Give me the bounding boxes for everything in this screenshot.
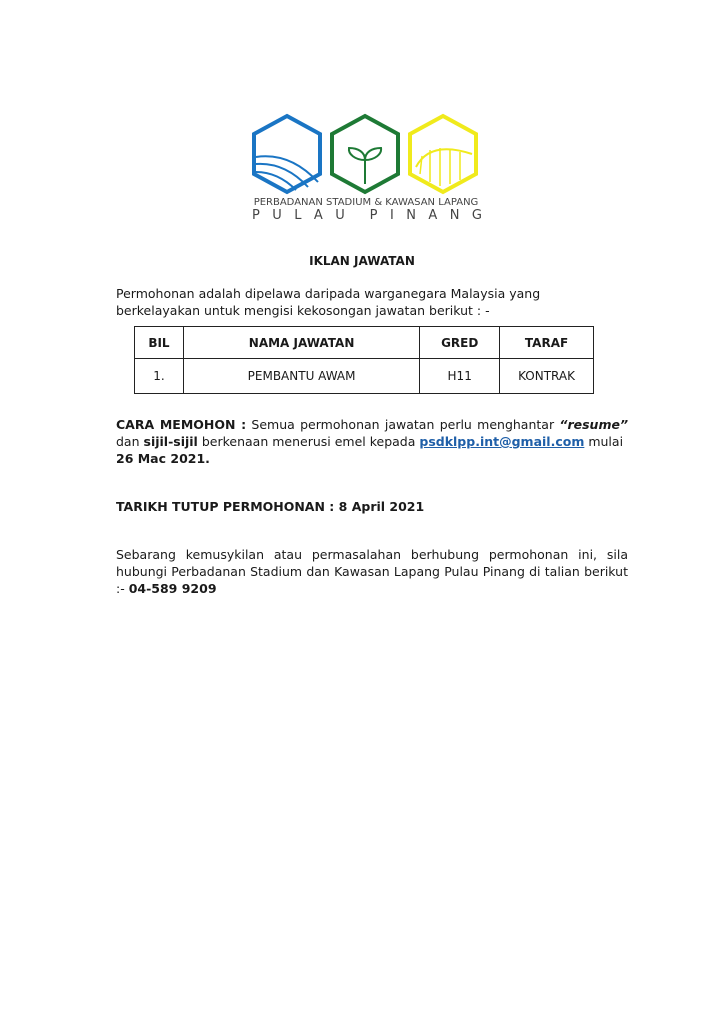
page-title: IKLAN JAWATAN [309, 254, 415, 268]
logo-letter: N [449, 208, 460, 223]
text: berkenaan menerusi emel kepada [197, 434, 420, 449]
enquiry-paragraph [116, 546, 628, 597]
text: Sebarang kemusykilan atau permasalahan berhubung permohonan ini, sila hubungi Perbadanan Stadium dan Kawasan Lapang Pulau Pinang di talian berikut :- [116, 547, 628, 596]
logo-letter: U [335, 208, 345, 223]
table-row [135, 359, 594, 394]
logo-letter: L [294, 208, 302, 223]
header-nama-jawatan: NAMA JAWATAN [183, 327, 419, 359]
stadium-field-icon [254, 116, 320, 192]
intro-paragraph: Permohonan adalah dipelawa daripada warganegara Malaysia yang berkelayakan untuk mengisi kekosongan jawatan berikut : - [116, 286, 541, 318]
email-link[interactable]: psdklpp.int@gmail.com [419, 434, 585, 449]
resume-emphasis: “resume” [559, 417, 628, 432]
stadium-roof-icon [410, 116, 476, 192]
sijil-emphasis: sijil-sijil [143, 434, 198, 449]
logo-letter: U [272, 208, 282, 223]
text: Semua permohonan jawatan perlu menghantar [246, 417, 560, 432]
text: mulai [584, 434, 624, 449]
header-taraf: TARAF [500, 327, 594, 359]
table-header-row [135, 327, 594, 359]
plant-sprout-icon [332, 116, 398, 192]
cara-label: CARA MEMOHON : [116, 417, 247, 432]
logo-org-name: PERBADANAN STADIUM & KAWASAN LAPANG [253, 197, 479, 208]
text: dan [116, 434, 144, 449]
closing-date: TARIKH TUTUP PERMOHONAN : 8 April 2021 [116, 499, 425, 514]
logo-letter: P [252, 208, 260, 223]
cell-gred: H11 [420, 359, 500, 394]
cell-taraf: KONTRAK [500, 359, 594, 394]
logo-letter: G [471, 208, 482, 223]
vacancy-table [134, 326, 594, 394]
logo-letter: N [406, 208, 416, 223]
logo-location [252, 208, 482, 223]
header-gred: GRED [420, 327, 500, 359]
logo-letter: A [428, 208, 438, 223]
cell-nama-jawatan: PEMBANTU AWAM [183, 359, 419, 394]
header-bil: BIL [135, 327, 184, 359]
start-date: 26 Mac 2021. [116, 451, 210, 466]
cell-bil: 1. [135, 359, 184, 394]
logo-letter: I [389, 208, 394, 223]
logo-letter: A [313, 208, 323, 223]
application-instructions [116, 416, 628, 467]
phone-number: 04-589 9209 [128, 581, 217, 596]
logo-letter: P [369, 208, 378, 223]
